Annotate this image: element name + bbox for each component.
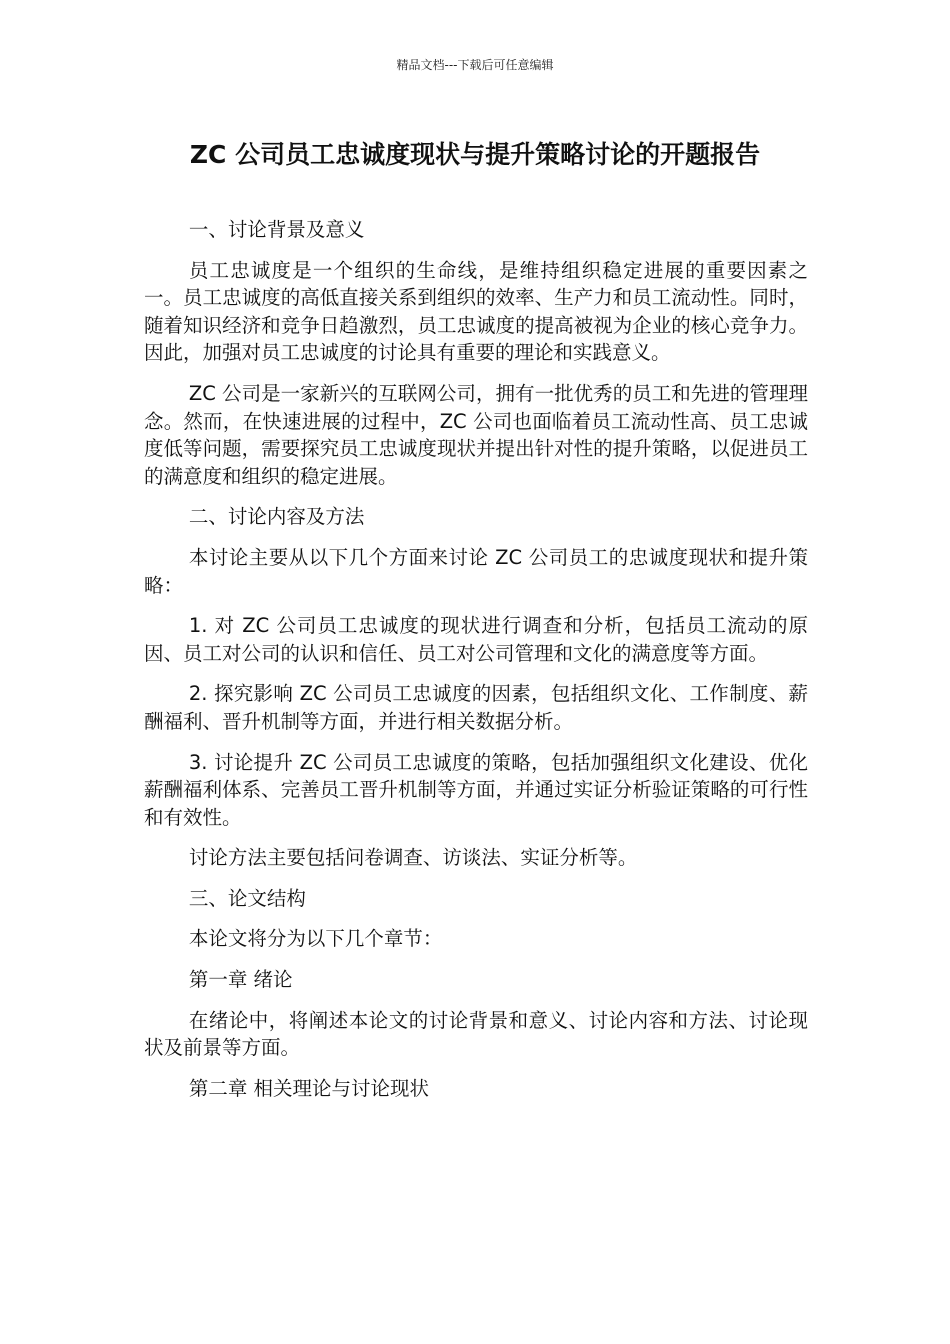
paragraph-method: 讨论方法主要包括问卷调查、访谈法、实证分析等。: [188, 846, 638, 870]
paragraph-background-2: ZC 公司是一家新兴的互联网公司，拥有一批优秀的员工和先进的管理理念。然而，在快速进展的过程中，ZC 公司也面临着员工流动性高、员工忠诚度低等问题，需要探究员工忠诚度现状并提出针对性的提升策略，以促进员工的满意度和组织的稳定进展。: [144, 381, 808, 488]
section-heading-background: 一、讨论背景及意义: [188, 218, 365, 241]
paragraph-structure-intro: 本论文将分为以下几个章节：: [188, 927, 443, 951]
chapter-2-heading: 第二章 相关理论与讨论现状: [188, 1076, 430, 1100]
section-heading-content-method: 二、讨论内容及方法: [188, 505, 365, 529]
document-body: [144, 216, 808, 1115]
list-item-2: 2. 探究影响 ZC 公司员工忠诚度的因素，包括组织文化、工作制度、薪酬福利、晋升机制等方面，并进行相关数据分析。: [144, 682, 808, 733]
section-heading-structure: 三、论文结构: [188, 886, 306, 910]
list-item-3: 3. 讨论提升 ZC 公司员工忠诚度的策略，包括加强组织文化建设、优化薪酬福利体系、完善员工晋升机制等方面，并通过实证分析验证策略的可行性和有效性。: [144, 750, 808, 829]
list-item-1: 1. 对 ZC 公司员工忠诚度的现状进行调查和分析，包括员工流动的原因、员工对公司的认识和信任、员工对公司管理和文化的满意度等方面。: [144, 614, 808, 665]
chapter-1-heading: 第一章 绪论: [188, 968, 293, 992]
chapter-1-description: 在绪论中，将阐述本论文的讨论背景和意义、讨论内容和方法、讨论现状及前景等方面。: [144, 1008, 808, 1060]
document-title: ZC 公司员工忠诚度现状与提升策略讨论的开题报告: [189, 140, 761, 169]
paragraph-background-1: 员工忠诚度是一个组织的生命线，是维持组织稳定进展的重要因素之一。员工忠诚度的高低直接关系到组织的效率、生产力和员工流动性。同时，随着知识经济和竞争日趋激烈，员工忠诚度的提高被视为企业的核心竞争力。因此，加强对员工忠诚度的讨论具有重要的理论和实践意义。: [144, 258, 808, 365]
paragraph-content-intro: 本讨论主要从以下几个方面来讨论 ZC 公司员工的忠诚度现状和提升策略：: [144, 545, 808, 597]
header-note: 精品文档---下载后可任意编辑: [396, 58, 554, 72]
